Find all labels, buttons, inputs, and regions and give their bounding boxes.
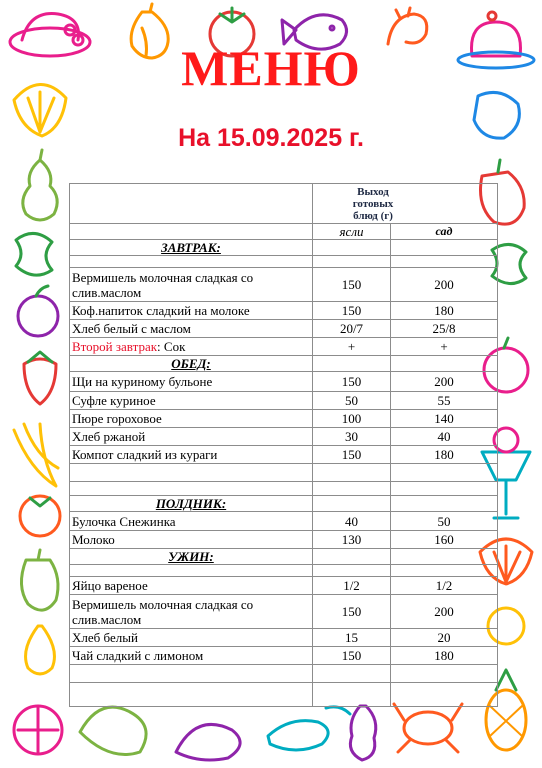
- nursery-value: 150: [313, 302, 391, 320]
- table-row: [70, 531, 498, 549]
- hat-icon: [80, 707, 146, 754]
- fish-icon: [268, 707, 350, 750]
- dish-name: Пюре гороховое: [70, 410, 313, 428]
- garden-value: 180: [391, 302, 498, 320]
- lemon-icon: [14, 706, 62, 754]
- garden-value: 200: [391, 372, 498, 392]
- menu-table: [69, 183, 498, 707]
- dish-name: Хлеб ржаной: [70, 428, 313, 446]
- col-garden: сад: [391, 224, 498, 240]
- garden-value: 20: [391, 629, 498, 647]
- garden-value: 50: [391, 512, 498, 531]
- garlic-icon: [26, 626, 55, 674]
- col-nursery: ясли: [313, 224, 391, 240]
- dish-name: Хлеб белый: [70, 629, 313, 647]
- table-row: [70, 428, 498, 446]
- garden-value: 180: [391, 446, 498, 464]
- section-snack: ПОЛДНИК:: [70, 496, 313, 512]
- nursery-value: 50: [313, 392, 391, 410]
- nursery-value: 150: [313, 268, 391, 302]
- nursery-value: 15: [313, 629, 391, 647]
- nursery-value: 100: [313, 410, 391, 428]
- crab-icon: [394, 704, 462, 752]
- dish-name: Хлеб белый с маслом: [70, 320, 313, 338]
- table-row: [70, 302, 498, 320]
- table-row: [70, 320, 498, 338]
- garden-value: 55: [391, 392, 498, 410]
- nursery-value: 40: [313, 512, 391, 531]
- nursery-value: +: [313, 338, 391, 356]
- leaf-icon: [16, 233, 52, 275]
- nursery-value: 130: [313, 531, 391, 549]
- nursery-value: 150: [313, 647, 391, 665]
- pear-icon: [350, 706, 375, 760]
- shrimp-icon: [176, 724, 240, 760]
- nursery-value: 20/7: [313, 320, 391, 338]
- garden-value: 25/8: [391, 320, 498, 338]
- dish-name: Молоко: [70, 531, 313, 549]
- second-breakfast-label: Второй завтрак: [72, 339, 158, 354]
- garden-value: 200: [391, 268, 498, 302]
- garden-value: 180: [391, 647, 498, 665]
- table-row: [70, 595, 498, 629]
- table-row: [70, 410, 498, 428]
- dish-name: Коф.напиток сладкий на молоке: [70, 302, 313, 320]
- nursery-value: 1/2: [313, 577, 391, 595]
- nursery-value: 150: [313, 372, 391, 392]
- table-row: [70, 338, 498, 356]
- garden-value: 40: [391, 428, 498, 446]
- dish-name: Чай сладкий с лимоном: [70, 647, 313, 665]
- dish-name: Яйцо вареное: [70, 577, 313, 595]
- dish-name: Компот сладкий из кураги: [70, 446, 313, 464]
- pear-icon: [23, 150, 57, 220]
- output-header: [313, 184, 498, 224]
- nursery-value: 30: [313, 428, 391, 446]
- page-title: МЕНЮ: [181, 40, 361, 96]
- pepper-icon: [21, 550, 58, 610]
- strawberry-icon: [24, 352, 56, 404]
- nursery-value: 150: [313, 446, 391, 464]
- tomato-icon: [20, 496, 60, 536]
- banana-icon: [14, 424, 58, 486]
- table-row: [70, 446, 498, 464]
- section-dinner: УЖИН:: [70, 549, 313, 565]
- nursery-value: 150: [313, 595, 391, 629]
- dish-name: Вермишель молочная сладкая со слив.маслом: [70, 268, 313, 302]
- dish-name: Суфле куриное: [70, 392, 313, 410]
- table-header-row: [70, 184, 498, 224]
- garden-value: 1/2: [391, 577, 498, 595]
- table-row: [70, 647, 498, 665]
- table-row: [70, 512, 498, 531]
- table-row: [70, 372, 498, 392]
- table-row: [70, 392, 498, 410]
- apple-icon: [18, 286, 58, 336]
- second-breakfast-item: : Сок: [157, 339, 186, 354]
- table-row: [70, 577, 498, 595]
- garden-value: 160: [391, 531, 498, 549]
- second-breakfast: [70, 338, 313, 356]
- output-header-label: Выход готовых блюд (г): [352, 185, 394, 222]
- dish-name: Булочка Снежинка: [70, 512, 313, 531]
- empty-cell: [70, 184, 313, 224]
- garden-value: 140: [391, 410, 498, 428]
- table-row: [70, 268, 498, 302]
- section-breakfast: ЗАВТРАК:: [70, 240, 313, 256]
- table-row: [70, 629, 498, 647]
- menu-date: На 15.09.2025 г.: [178, 124, 364, 152]
- dish-name: Вермишель молочная сладкая со слив.маслом: [70, 595, 313, 629]
- garden-value: +: [391, 338, 498, 356]
- section-lunch: ОБЕД:: [70, 356, 313, 372]
- subheader-row: [70, 224, 498, 240]
- empty-cell: [70, 224, 313, 240]
- dish-name: Щи на куриному бульоне: [70, 372, 313, 392]
- garden-value: 200: [391, 595, 498, 629]
